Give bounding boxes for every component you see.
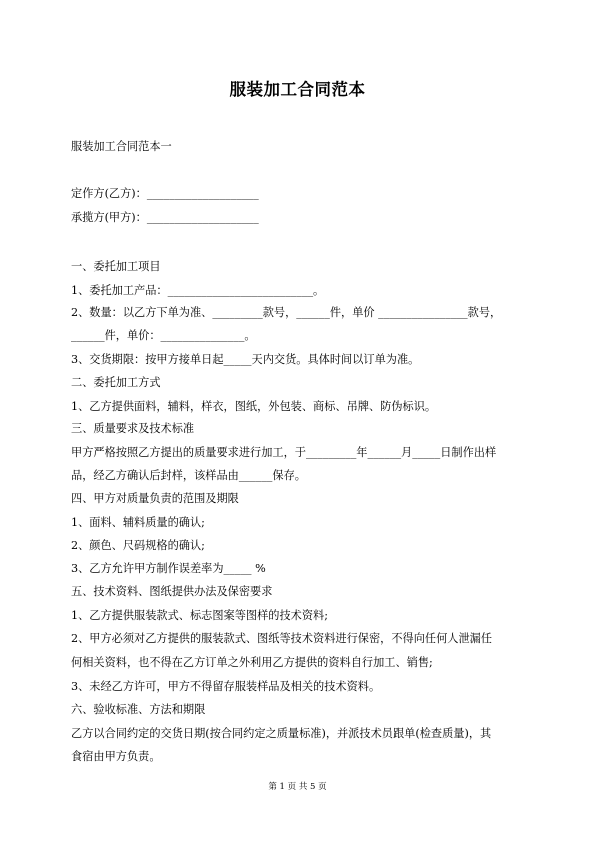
clause-line: 1、乙方提供面料，辅料，样衣，图纸，外包装、商标、吊牌、防伪标识。 (71, 400, 437, 413)
clause-line: 3、乙方允许甲方制作误差率为_____ % (71, 562, 266, 575)
clause-line: 食宿由甲方负责。 (71, 750, 161, 763)
clause-line: 2、颜色、尺码规格的确认; (71, 539, 205, 552)
section-heading: 六、验收标准、方法和期限 (71, 703, 206, 716)
clause-line: ______件，单价：_______________。 (71, 329, 256, 342)
clause-line: 1、委托加工产品：__________________________。 (71, 284, 325, 297)
page-title: 服装加工合同范本 (229, 80, 366, 99)
document-subtitle: 服装加工合同范本一 (71, 140, 172, 153)
clause-line: 甲方严格按照乙方提出的质量要求进行加工，于_________年______月_____日制作出样 (71, 446, 497, 459)
section-heading: 一、委托加工项目 (71, 260, 161, 273)
party-b-line: 定作方(乙方)：____________________ (71, 187, 259, 200)
section-heading: 五、技术资料、图纸提供办法及保密要求 (71, 585, 273, 598)
clause-line: 2、甲方必须对乙方提供的服装款式、图纸等技术资料进行保密，不得向任何人泄漏任 (71, 632, 493, 645)
section-heading: 四、甲方对质量负责的范围及期限 (71, 492, 239, 505)
page-footer: 第 1 页 共 5 页 (268, 782, 327, 792)
clause-line: 品，经乙方确认后封样，该样品由______保存。 (71, 469, 306, 482)
clause-line: 1、乙方提供服装款式、标志图案等图样的技术资料; (71, 609, 329, 622)
clause-line: 2、数量：以乙方下单为准、_________款号，______件，单价 ________________款号， (71, 306, 502, 319)
section-heading: 二、委托加工方式 (71, 376, 161, 389)
clause-line: 3、未经乙方许可，甲方不得留存服装样品及相关的技术资料。 (71, 680, 381, 693)
clause-line: 乙方以合同约定的交货日期(按合同约定之质量标准)，并派技术员跟单(检查质量)，其 (71, 727, 492, 740)
clause-line: 1、面料、辅料质量的确认; (71, 516, 205, 529)
section-heading: 三、质量要求及技术标准 (71, 422, 195, 435)
clause-line: 何相关资料，也不得在乙方订单之外利用乙方提供的资料自行加工、销售; (71, 656, 433, 669)
party-a-line: 承揽方(甲方)：____________________ (71, 211, 259, 224)
clause-line: 3、交货期限：按甲方接单日起_____天内交货。具体时间以订单为准。 (71, 353, 420, 366)
